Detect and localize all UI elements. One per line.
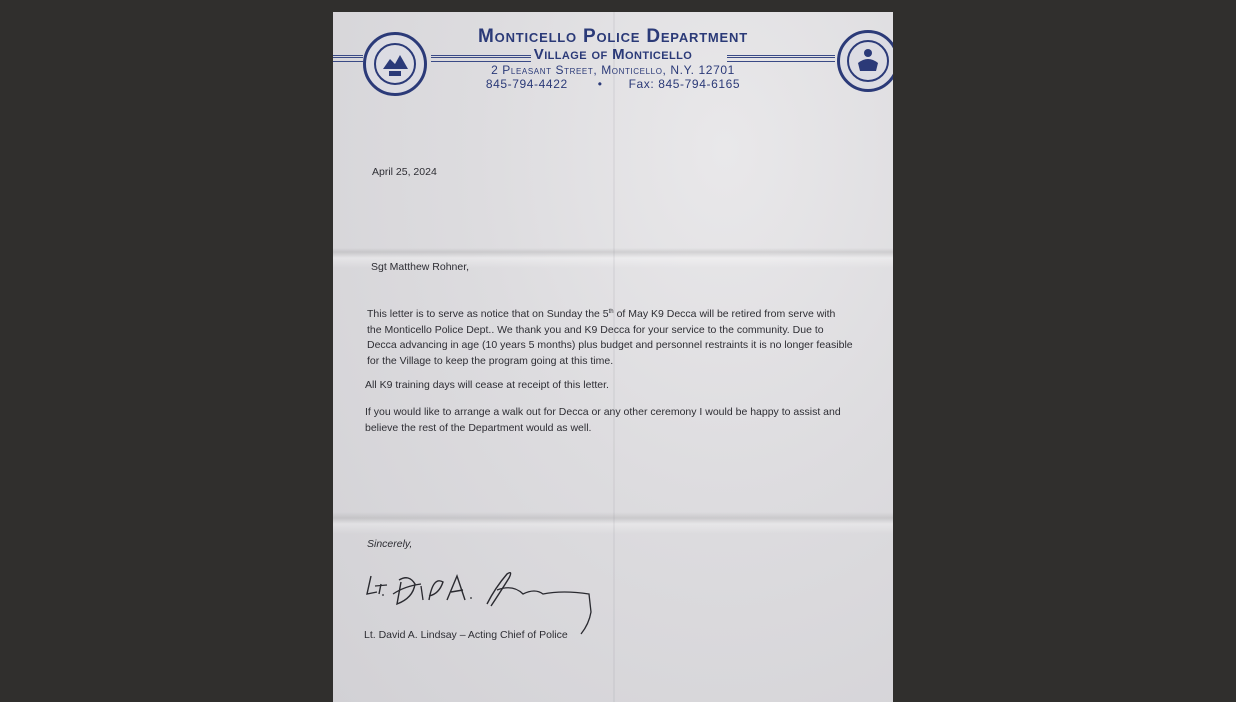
paragraph1-line4: for the Village to keep the program going at this time. <box>367 354 614 367</box>
letter-page <box>333 12 893 702</box>
signatory-name-title: Lt. David A. Lindsay – Acting Chief of Police <box>364 629 568 641</box>
paragraph3-line1: If you would like to arrange a walk out for Decca or any other ceremony I would be happy to assist and <box>365 406 841 418</box>
fax-number: Fax: 845-794-6165 <box>628 77 741 91</box>
letter-date: April 25, 2024 <box>372 166 437 178</box>
department-address: 2 Pleasant Street, Monticello, N.Y. 12701 <box>491 63 735 77</box>
letter-closing: Sincerely, <box>367 538 413 550</box>
phone-number: 845-794-4422 <box>485 77 568 91</box>
village-name: Village of Monticello <box>533 46 693 63</box>
paragraph1-line3: Decca advancing in age (10 years 5 months) plus budget and personnel restraints it is no longer feasible <box>367 339 853 351</box>
paragraph3-line2: believe the rest of the Department would as well. <box>365 421 592 434</box>
department-name: Monticello Police Department <box>478 26 748 47</box>
paragraph-retirement-notice <box>367 307 853 369</box>
separator-bullet: • <box>597 77 603 91</box>
contact-row <box>333 77 893 91</box>
paragraph-training-days: All K9 training days will cease at receipt of this letter. <box>365 379 609 391</box>
paragraph1-line2: the Monticello Police Dept.. We thank you and K9 Decca for your service to the community. Due to <box>367 323 824 336</box>
paragraph-ceremony-offer <box>365 405 841 436</box>
letter-salutation: Sgt Matthew Rohner, <box>371 261 470 273</box>
paragraph1-line1: This letter is to serve as notice that on Sunday the 5th of May K9 Decca will be retired from serve with <box>367 308 836 320</box>
